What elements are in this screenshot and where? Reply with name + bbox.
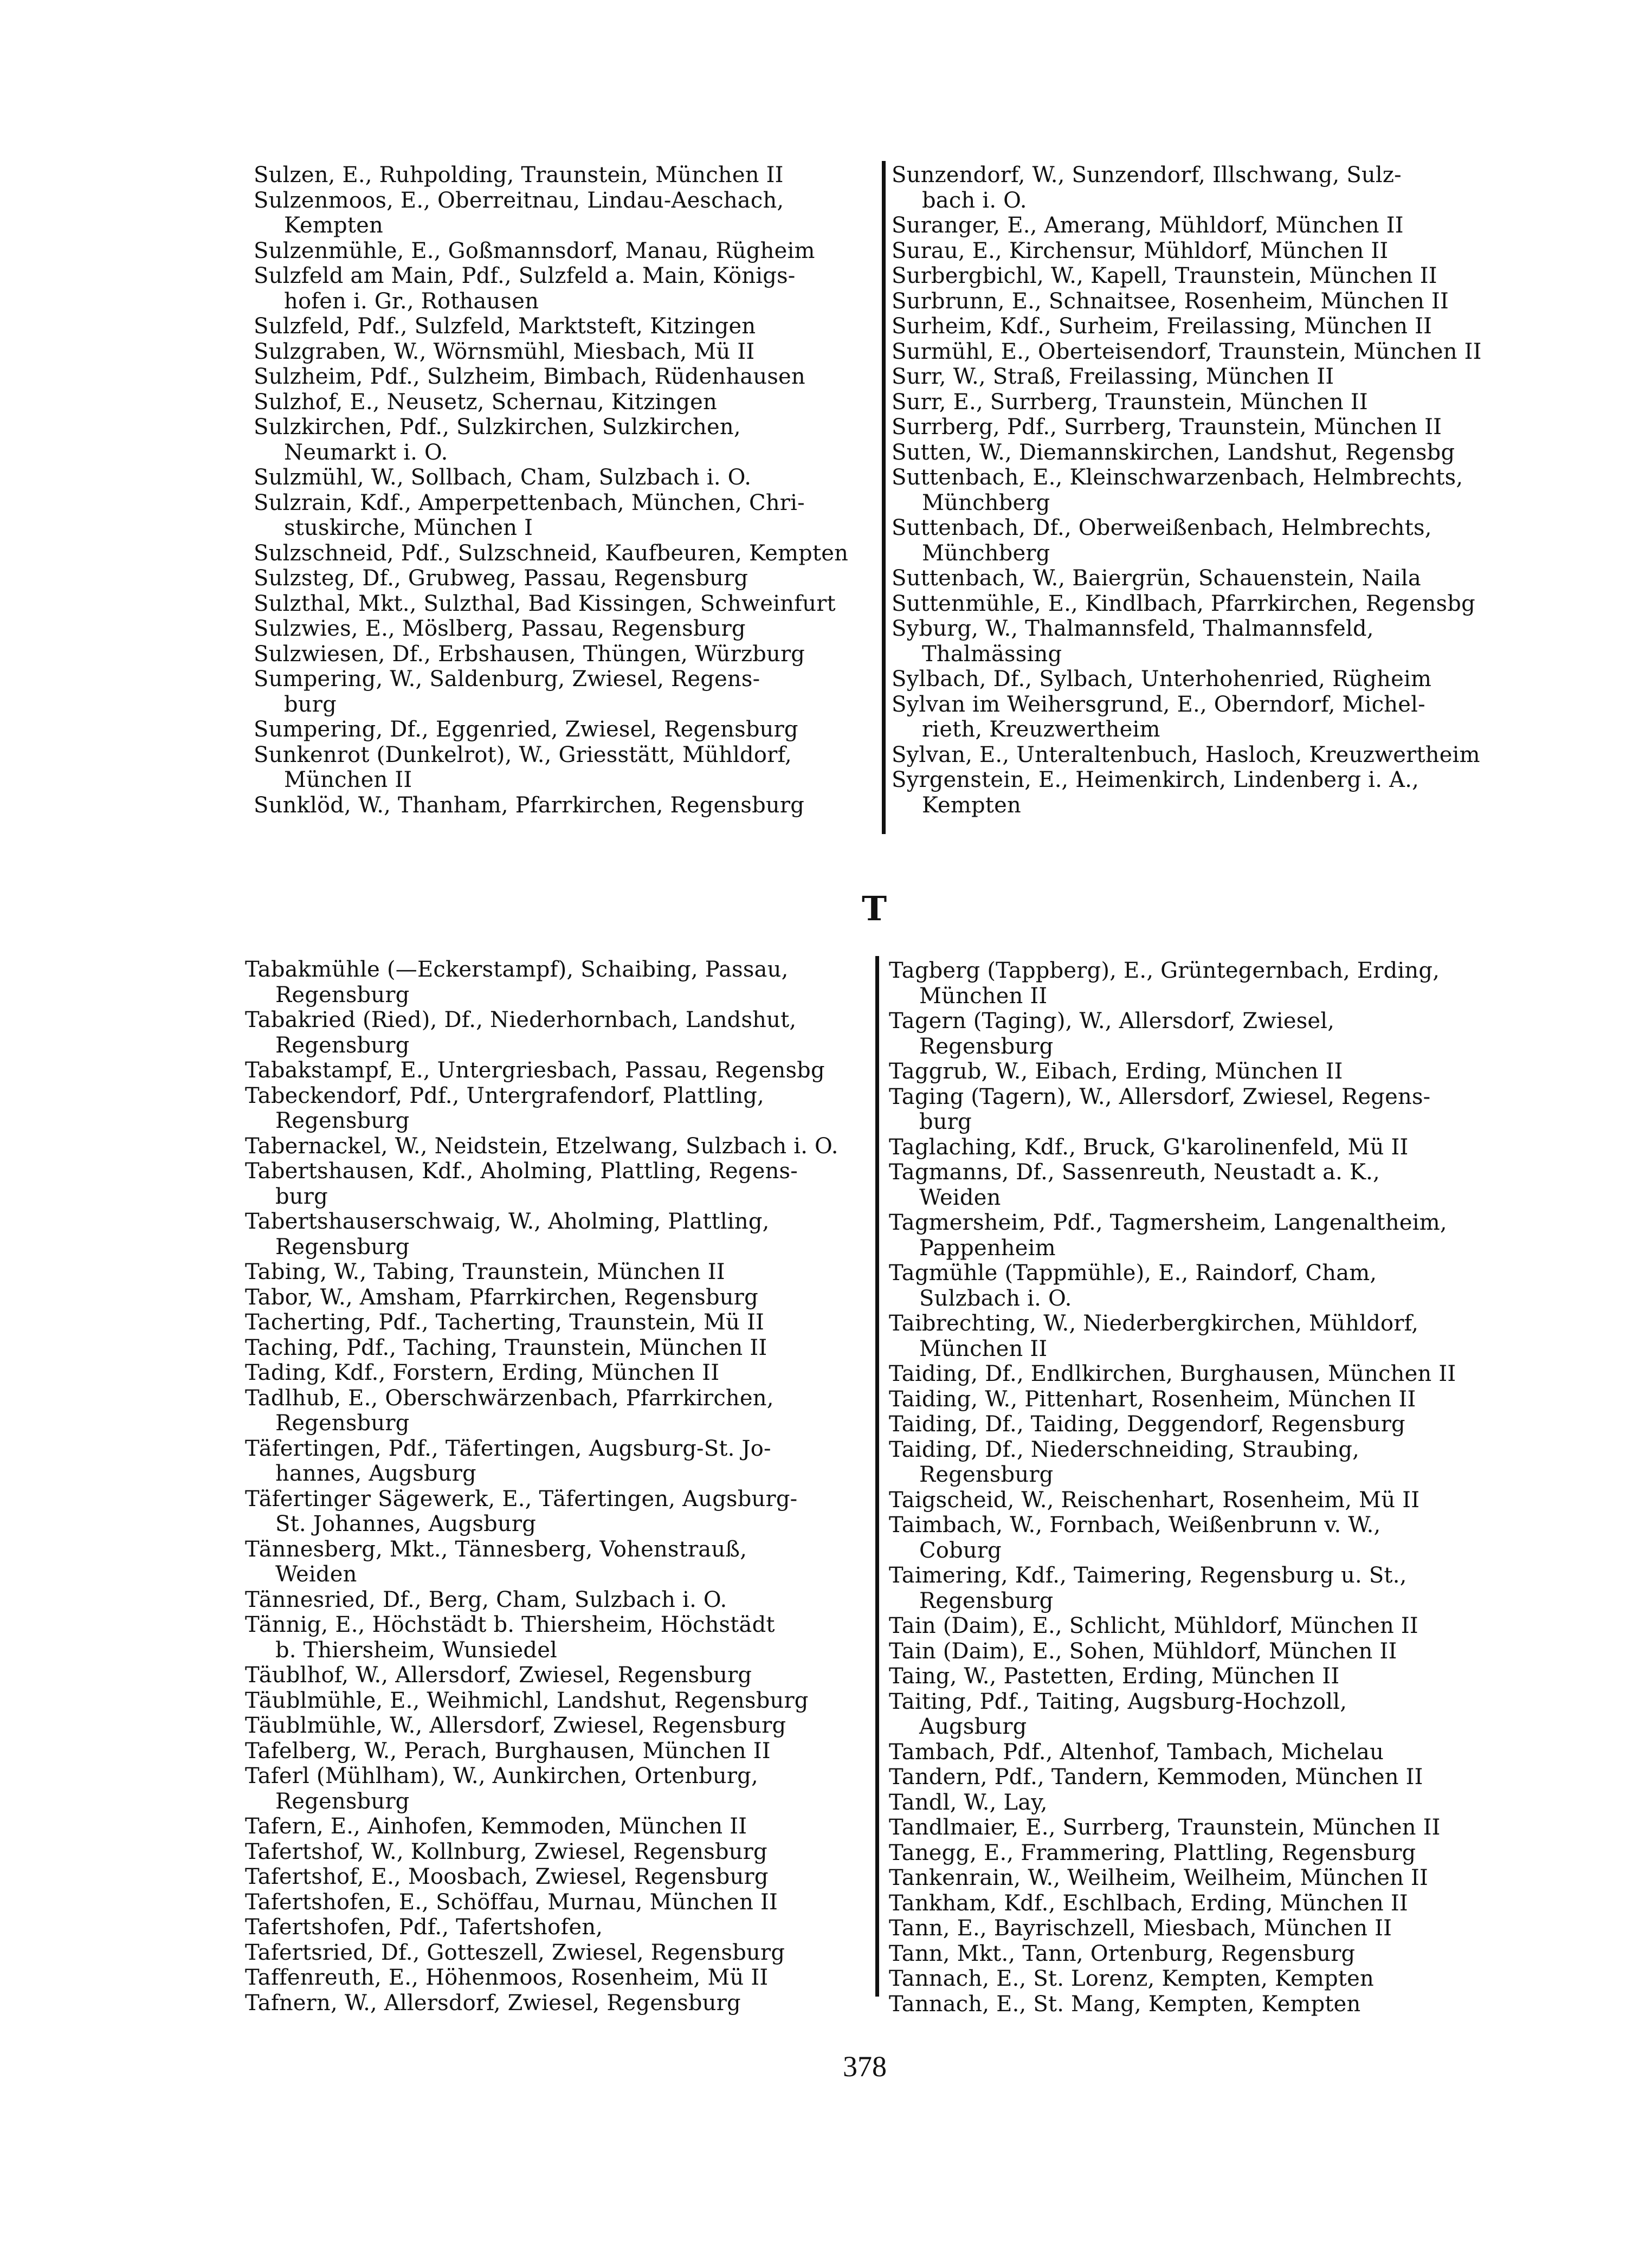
gazetteer-entry (889, 1613, 1501, 1639)
gazetteer-entry (892, 415, 1499, 440)
gazetteer-entry (254, 390, 866, 415)
gazetteer-entry (254, 490, 866, 541)
gazetteer-entry (245, 1915, 863, 1940)
gazetteer-entry (889, 1891, 1501, 1916)
gazetteer-entry (889, 1160, 1501, 1210)
entry-text: Taimering, Kdf., Taimering, Regensburg u. St., (889, 1563, 1407, 1588)
entry-continuation: Regensburg (275, 1788, 410, 1814)
gazetteer-entry (889, 1639, 1501, 1664)
gazetteer-entry (254, 642, 866, 667)
entry-text: Syburg, W., Thalmannsfeld, Thalmannsfeld, (892, 616, 1374, 641)
entry-continuation: Augsburg (919, 1714, 1027, 1739)
entry-text: Sulzenmoos, E., Oberreitnau, Lindau-Aeschach, (254, 188, 784, 213)
entry-text: Tabeckendorf, Pdf., Untergrafendorf, Plattling, (245, 1083, 764, 1108)
entry-text: Täfertinger Sägewerk, E., Täfertingen, Augsburg- (245, 1486, 798, 1512)
entry-continuation: München II (919, 983, 1048, 1009)
gazetteer-entry (889, 1966, 1501, 1992)
gazetteer-entry (254, 238, 866, 264)
entry-text: Taglaching, Kdf., Bruck, G'karolinenfeld, Mü II (889, 1134, 1409, 1160)
gazetteer-entry (245, 1612, 863, 1663)
entry-text: Sylvan, E., Unteraltenbuch, Hasloch, Kreuzwertheim (892, 742, 1480, 767)
gazetteer-entry (245, 1739, 863, 1764)
gazetteer-entry (245, 1764, 863, 1814)
gazetteer-entry (254, 667, 866, 717)
gazetteer-entry (889, 1941, 1501, 1967)
entry-text: Taiding, Df., Taiding, Deggendorf, Regensburg (889, 1412, 1405, 1437)
entry-text: Tandlmaier, E., Surrberg, Traunstein, München II (889, 1815, 1441, 1840)
gazetteer-entry (889, 1009, 1501, 1059)
entry-text: Surr, W., Straß, Freilassing, München II (892, 364, 1334, 389)
entry-text: Taigscheid, W., Reischenhart, Rosenheim, Mü II (889, 1487, 1420, 1513)
entry-continuation: rieth, Kreuzwertheim (922, 717, 1160, 742)
gazetteer-entry (889, 1992, 1501, 2017)
gazetteer-entry (245, 1008, 863, 1058)
gazetteer-entry (892, 339, 1499, 365)
entry-continuation: Regensburg (275, 1234, 410, 1260)
entry-text: Sulzkirchen, Pdf., Sulzkirchen, Sulzkirchen, (254, 415, 741, 440)
entry-text: Tambach, Pdf., Altenhof, Tambach, Michelau (889, 1739, 1384, 1765)
entry-text: Tann, E., Bayrischzell, Miesbach, München II (889, 1916, 1392, 1941)
gazetteer-entry (892, 314, 1499, 339)
gazetteer-entry (889, 1689, 1501, 1740)
entry-text: Tabor, W., Amsham, Pfarrkirchen, Regensburg (245, 1284, 758, 1310)
entry-text: Sulzen, E., Ruhpolding, Traunstein, München II (254, 163, 784, 188)
entry-continuation: hofen i. Gr., Rothausen (284, 288, 539, 314)
entry-text: Surheim, Kdf., Surheim, Freilassing, München II (892, 314, 1432, 339)
entry-text: Tabing, W., Tabing, Traunstein, München II (245, 1260, 725, 1284)
gazetteer-entry (892, 616, 1499, 667)
entry-text: Tabernackel, W., Neidstein, Etzelwang, Sulzbach i. O. (245, 1133, 838, 1159)
entry-text: Tandern, Pdf., Tandern, Kemmoden, München II (889, 1765, 1423, 1790)
entry-text: Taibrechting, W., Niederbergkirchen, Mühldorf, (889, 1311, 1419, 1336)
gazetteer-entry (245, 1713, 863, 1739)
entry-continuation: Pappenheim (919, 1235, 1056, 1261)
gazetteer-entry (889, 1664, 1501, 1689)
entry-text: Tabakstampf, E., Untergriesbach, Passau, Regensbg (245, 1058, 825, 1083)
gazetteer-entry (254, 314, 866, 339)
gazetteer-entry (889, 1865, 1501, 1891)
entry-text: Tabakmühle (—Eckerstampf), Schaibing, Passau, (245, 957, 789, 982)
entry-text: Surau, E., Kirchensur, Mühldorf, München II (892, 238, 1389, 263)
gazetteer-entry (254, 364, 866, 390)
gazetteer-entry (892, 667, 1499, 692)
top-left-column (254, 163, 866, 818)
gazetteer-entry (245, 1814, 863, 1839)
gazetteer-entry (254, 163, 866, 188)
entry-text: Surr, E., Surrberg, Traunstein, München II (892, 389, 1368, 415)
gazetteer-entry (892, 566, 1499, 591)
gazetteer-entry (245, 1386, 863, 1436)
gazetteer-entry (245, 1537, 863, 1587)
gazetteer-entry (889, 1084, 1501, 1135)
entry-text: Taggrub, W., Eibach, Erding, München II (889, 1059, 1343, 1084)
entry-text: Tafertshofen, Pdf., Tafertshofen, (245, 1915, 603, 1940)
entry-text: Sulzschneid, Pdf., Sulzschneid, Kaufbeuren, Kempten (254, 540, 849, 566)
entry-continuation: Regensburg (919, 1588, 1054, 1613)
gazetteer-entry (892, 390, 1499, 415)
gazetteer-entry (889, 1135, 1501, 1160)
entry-continuation: burg (275, 1184, 328, 1209)
entry-text: Taiding, W., Pittenhart, Rosenheim, München II (889, 1386, 1416, 1412)
gazetteer-entry (889, 1740, 1501, 1765)
gazetteer-entry (889, 1311, 1501, 1361)
entry-text: Tagmühle (Tappmühle), E., Raindorf, Cham, (889, 1261, 1377, 1286)
gazetteer-entry (245, 1335, 863, 1361)
page-number: 378 (843, 2050, 887, 2083)
gazetteer-entry (254, 339, 866, 365)
entry-continuation: burg (284, 692, 337, 717)
entry-text: Taimbach, W., Fornbach, Weißenbrunn v. W., (889, 1513, 1381, 1538)
column-divider-bottom (875, 956, 878, 1997)
gazetteer-entry (245, 1360, 863, 1386)
gazetteer-entry (245, 1587, 863, 1613)
entry-text: Tagberg (Tappberg), E., Grüntegernbach, Erding, (889, 958, 1440, 983)
gazetteer-entry (892, 213, 1499, 238)
entry-text: Sulzmühl, W., Sollbach, Cham, Sulzbach i. O. (254, 465, 752, 490)
entry-continuation: Weiden (919, 1185, 1001, 1210)
gazetteer-entry (892, 465, 1499, 515)
gazetteer-entry (254, 591, 866, 617)
entry-continuation: Coburg (919, 1538, 1002, 1563)
gazetteer-entry (889, 1765, 1501, 1790)
entry-text: Tännig, E., Höchstädt b. Thiersheim, Höchstädt (245, 1612, 775, 1637)
entry-text: Sylvan im Weihersgrund, E., Oberndorf, Michel- (892, 692, 1425, 717)
gazetteer-entry (889, 1488, 1501, 1513)
entry-text: Tafern, E., Ainhofen, Kemmoden, München II (245, 1814, 747, 1839)
gazetteer-entry (889, 1059, 1501, 1084)
gazetteer-entry (254, 415, 866, 465)
gazetteer-entry (892, 742, 1499, 768)
entry-continuation: Regensburg (275, 1032, 410, 1058)
entry-text: Surmühl, E., Oberteisendorf, Traunstein, München II (892, 339, 1482, 364)
entry-continuation: Regensburg (919, 1462, 1054, 1487)
entry-continuation: Sulzbach i. O. (919, 1286, 1072, 1311)
gazetteer-entry (254, 793, 866, 818)
gazetteer-entry (245, 1839, 863, 1865)
entry-continuation: Kempten (284, 213, 383, 238)
entry-continuation: Weiden (275, 1562, 357, 1587)
entry-continuation: Thalmässing (922, 641, 1062, 667)
gazetteer-entry (889, 1563, 1501, 1613)
entry-text: Tain (Daim), E., Sohen, Mühldorf, München II (889, 1638, 1397, 1664)
gazetteer-entry (245, 1436, 863, 1487)
gazetteer-entry (892, 440, 1499, 466)
gazetteer-entry (245, 1134, 863, 1159)
gazetteer-entry (892, 515, 1499, 566)
entry-text: Suranger, E., Amerang, Mühldorf, München II (892, 213, 1404, 238)
entry-continuation: Neumarkt i. O. (284, 440, 448, 465)
entry-text: Suttenbach, E., Kleinschwarzenbach, Helmbrechts, (892, 465, 1463, 490)
entry-text: Sulzfeld, Pdf., Sulzfeld, Marktsteft, Kitzingen (254, 314, 756, 339)
entry-text: Täublmühle, W., Allersdorf, Zwiesel, Regensburg (245, 1713, 786, 1738)
entry-text: Täublhof, W., Allersdorf, Zwiesel, Regensburg (245, 1663, 752, 1688)
entry-continuation: b. Thiersheim, Wunsiedel (275, 1637, 558, 1663)
gazetteer-entry (889, 1210, 1501, 1261)
gazetteer-entry (245, 1260, 863, 1285)
gazetteer-entry (889, 1513, 1501, 1563)
entry-text: Sulzgraben, W., Wörnsmühl, Miesbach, Mü II (254, 339, 755, 364)
entry-continuation: Regensburg (919, 1034, 1054, 1059)
entry-text: Taging (Tagern), W., Allersdorf, Zwiesel, Regens- (889, 1084, 1431, 1109)
gazetteer-entry (245, 1663, 863, 1688)
entry-continuation: St. Johannes, Augsburg (275, 1512, 537, 1536)
entry-text: Surbrunn, E., Schnaitsee, Rosenheim, München II (892, 288, 1449, 314)
entry-text: Taching, Pdf., Taching, Traunstein, München II (245, 1335, 767, 1360)
entry-text: Tannach, E., St. Mang, Kempten, Kempten (889, 1991, 1361, 2017)
entry-text: Täfertingen, Pdf., Täfertingen, Augsburg-St. Jo- (245, 1436, 771, 1461)
gazetteer-entry (892, 163, 1499, 213)
entry-text: Sulzthal, Mkt., Sulzthal, Bad Kissingen, Schweinfurt (254, 591, 836, 616)
entry-text: Tankham, Kdf., Eschlbach, Erding, München II (889, 1890, 1408, 1916)
gazetteer-entry (245, 1058, 863, 1083)
entry-text: Tading, Kdf., Forstern, Erding, München II (245, 1360, 720, 1385)
gazetteer-entry (254, 263, 866, 314)
entry-text: Tain (Daim), E., Schlicht, Mühldorf, München II (889, 1613, 1418, 1638)
gazetteer-entry (889, 1361, 1501, 1387)
entry-text: Surrberg, Pdf., Surrberg, Traunstein, München II (892, 415, 1442, 440)
entry-text: Sunklöd, W., Thanham, Pfarrkirchen, Regensburg (254, 792, 804, 818)
entry-text: Tagmanns, Df., Sassenreuth, Neustadt a. K., (889, 1160, 1380, 1185)
gazetteer-entry (892, 263, 1499, 289)
entry-text: Taiding, Df., Niederschneiding, Straubing, (889, 1437, 1360, 1462)
entry-text: Tafelberg, W., Perach, Burghausen, München II (245, 1738, 771, 1764)
gazetteer-entry (889, 1916, 1501, 1941)
entry-text: Tanegg, E., Frammering, Plattling, Regensburg (889, 1840, 1416, 1865)
entry-continuation: bach i. O. (922, 188, 1027, 213)
entry-continuation: München II (284, 767, 412, 792)
gazetteer-entry (889, 1387, 1501, 1412)
entry-text: Sumpering, W., Saldenburg, Zwiesel, Regens- (254, 667, 760, 692)
entry-text: Tabakried (Ried), Df., Niederhornbach, Landshut, (245, 1008, 797, 1032)
gazetteer-entry (245, 1285, 863, 1310)
entry-text: Sulzwiesen, Df., Erbshausen, Thüngen, Würzburg (254, 641, 805, 667)
entry-continuation: Regensburg (275, 982, 410, 1008)
gazetteer-entry (892, 364, 1499, 390)
entry-text: Sulzheim, Pdf., Sulzheim, Bimbach, Rüdenhausen (254, 364, 805, 389)
entry-text: Sylbach, Df., Sylbach, Unterhohenried, Rügheim (892, 667, 1432, 692)
gazetteer-entry (254, 742, 866, 793)
entry-text: Tadlhub, E., Oberschwärzenbach, Pfarrkirchen, (245, 1385, 774, 1411)
entry-continuation: Kempten (922, 792, 1021, 818)
entry-continuation: Münchberg (922, 540, 1050, 566)
gazetteer-entry (245, 1991, 863, 2016)
gazetteer-entry (254, 566, 866, 591)
entry-continuation: Münchberg (922, 490, 1050, 515)
gazetteer-entry (889, 1437, 1501, 1488)
entry-text: Tännesried, Df., Berg, Cham, Sulzbach i. O. (245, 1587, 727, 1612)
gazetteer-entry (889, 958, 1501, 1009)
gazetteer-entry (254, 188, 866, 238)
entry-text: Tafertshof, W., Kollnburg, Zwiesel, Regensburg (245, 1839, 767, 1864)
entry-text: Sulzrain, Kdf., Amperpettenbach, München, Chri- (254, 490, 805, 515)
gazetteer-entry (889, 1840, 1501, 1866)
entry-text: Tann, Mkt., Tann, Ortenburg, Regensburg (889, 1941, 1356, 1966)
gazetteer-entry (254, 541, 866, 566)
entry-text: Taing, W., Pastetten, Erding, München II (889, 1664, 1340, 1689)
entry-text: Tagmersheim, Pdf., Tagmersheim, Langenaltheim, (889, 1210, 1447, 1235)
entry-text: Taiting, Pdf., Taiting, Augsburg-Hochzoll, (889, 1689, 1347, 1714)
gazetteer-entry (892, 289, 1499, 314)
gazetteer-entry (254, 717, 866, 742)
section-letter-heading: T (862, 889, 887, 928)
gazetteer-entry (245, 1083, 863, 1134)
gazetteer-entry (245, 1688, 863, 1714)
entry-text: Sunzendorf, W., Sunzendorf, Illschwang, Sulz- (892, 163, 1402, 188)
entry-text: Surbergbichl, W., Kapell, Traunstein, München II (892, 263, 1437, 288)
entry-text: Tabertshauserschwaig, W., Aholming, Plattling, (245, 1209, 770, 1234)
entry-continuation: stuskirche, München I (284, 515, 533, 540)
bottom-left-column (245, 957, 863, 2016)
entry-text: Tännesberg, Mkt., Tännesberg, Vohenstrauß, (245, 1536, 747, 1562)
entry-text: Sumpering, Df., Eggenried, Zwiesel, Regensburg (254, 717, 798, 742)
gazetteer-entry (245, 1310, 863, 1335)
gazetteer-entry (245, 1209, 863, 1260)
gazetteer-entry (254, 616, 866, 642)
entry-continuation: Regensburg (275, 1411, 410, 1436)
entry-continuation: Regensburg (275, 1108, 410, 1133)
bottom-right-column (889, 958, 1501, 2017)
entry-text: Tandl, W., Lay, (889, 1790, 1048, 1815)
entry-text: Sulzsteg, Df., Grubweg, Passau, Regensburg (254, 566, 748, 591)
entry-text: Syrgenstein, E., Heimenkirch, Lindenberg i. A., (892, 767, 1419, 792)
gazetteer-entry (892, 591, 1499, 617)
entry-text: Tabertshausen, Kdf., Aholming, Plattling, Regens- (245, 1159, 798, 1184)
entry-text: Sulzhof, E., Neusetz, Schernau, Kitzingen (254, 389, 718, 415)
entry-text: Tafnern, W., Allersdorf, Zwiesel, Regensburg (245, 1990, 741, 2016)
entry-text: Tankenrain, W., Weilheim, Weilheim, München II (889, 1865, 1429, 1890)
gazetteer-entry (245, 957, 863, 1008)
entry-text: Tafertshof, E., Moosbach, Zwiesel, Regensburg (245, 1864, 769, 1889)
gazetteer-entry (245, 1890, 863, 1915)
gazetteer-entry (889, 1790, 1501, 1816)
entry-continuation: hannes, Augsburg (275, 1461, 476, 1486)
entry-text: Suttenbach, Df., Oberweißenbach, Helmbrechts, (892, 515, 1432, 540)
gazetteer-entry (889, 1815, 1501, 1840)
entry-text: Tafertsried, Df., Gotteszell, Zwiesel, Regensburg (245, 1940, 785, 1965)
entry-text: Taiding, Df., Endlkirchen, Burghausen, München II (889, 1361, 1456, 1386)
entry-text: Tacherting, Pdf., Tacherting, Traunstein, Mü II (245, 1310, 764, 1335)
column-divider-top (881, 161, 885, 834)
gazetteer-entry (245, 1159, 863, 1209)
entry-text: Suttenmühle, E., Kindlbach, Pfarrkirchen, Regensbg (892, 591, 1475, 616)
gazetteer-entry (245, 1487, 863, 1537)
entry-text: Sutten, W., Diemannskirchen, Landshut, Regensbg (892, 440, 1455, 465)
gazetteer-entry (245, 1864, 863, 1890)
entry-text: Taffenreuth, E., Höhenmoos, Rosenheim, Mü II (245, 1965, 769, 1990)
entry-text: Tafertshofen, E., Schöffau, Murnau, München II (245, 1889, 778, 1915)
entry-continuation: München II (919, 1336, 1048, 1361)
entry-continuation: burg (919, 1109, 972, 1134)
gazetteer-entry (254, 465, 866, 490)
entry-text: Sulzenmühle, E., Goßmannsdorf, Manau, Rügheim (254, 238, 815, 263)
gazetteer-entry (892, 692, 1499, 742)
gazetteer-entry (245, 1965, 863, 1991)
gazetteer-entry (892, 767, 1499, 818)
entry-text: Tagern (Taging), W., Allersdorf, Zwiesel, (889, 1009, 1335, 1034)
entry-text: Sulzwies, E., Möslberg, Passau, Regensburg (254, 616, 746, 641)
gazetteer-entry (889, 1412, 1501, 1437)
entry-text: Täublmühle, E., Weihmichl, Landshut, Regensburg (245, 1688, 809, 1713)
entry-text: Sulzfeld am Main, Pdf., Sulzfeld a. Main, Königs- (254, 263, 796, 288)
gazetteer-entry (245, 1940, 863, 1966)
entry-text: Tannach, E., St. Lorenz, Kempten, Kempten (889, 1966, 1374, 1991)
top-right-column (892, 163, 1499, 818)
gazetteer-entry (892, 238, 1499, 264)
entry-text: Taferl (Mühlham), W., Aunkirchen, Ortenburg, (245, 1764, 758, 1788)
entry-text: Suttenbach, W., Baiergrün, Schauenstein, Naila (892, 566, 1421, 591)
entry-text: Sunkenrot (Dunkelrot), W., Griesstätt, Mühldorf, (254, 742, 792, 767)
gazetteer-entry (889, 1261, 1501, 1311)
